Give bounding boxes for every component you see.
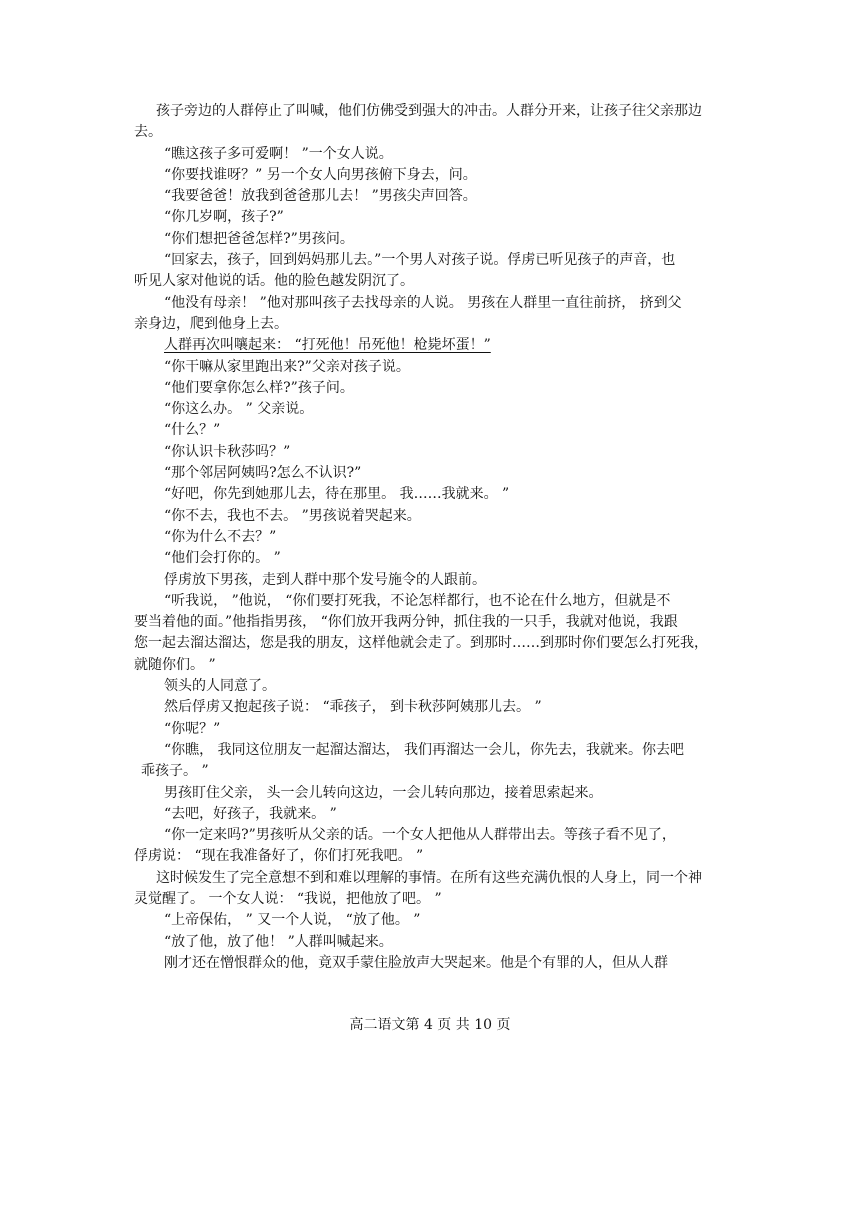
passage-line: [134, 932, 740, 953]
page-footer: 高二语文第 4 页 共 10 页: [349, 1017, 511, 1033]
line-text: “什么？”: [164, 422, 221, 439]
passage-line: [134, 548, 740, 569]
line-text: “瞧这孩子多可爱啊！ ”一个女人说。: [164, 145, 393, 162]
line-text: “好吧，你先到她那儿去，待在那里。 我……我就来。 ”: [164, 486, 510, 503]
line-text: “他没有母亲！ ”他对那叫孩子去找母亲的人说。 男孩在人群里一直往前挤， 挤到父: [164, 294, 682, 311]
line-text: “他们会打你的。 ”: [164, 550, 281, 567]
line-text: 俘虏放下男孩，走到人群中那个发号施令的人跟前。: [164, 571, 486, 588]
line-text: 刚才还在憎恨群众的他，竟双手蒙住脸放声大哭起来。他是个有罪的人，但从人群: [164, 954, 668, 971]
passage-line: [134, 399, 740, 420]
passage-line: [134, 655, 740, 676]
line-text: “你要找谁呀？” 另一个女人向男孩俯下身去，问。: [164, 166, 477, 183]
line-text: 乖孩子。 ”: [141, 763, 209, 780]
line-text: 俘虏说： “现在我准备好了，你们打死我吧。 ”: [134, 848, 424, 865]
passage-line: [134, 207, 740, 228]
line-text: “听我说， ”他说， “你们要打死我，不论怎样都行，也不论在什么地方，但就是不: [164, 592, 671, 609]
line-text: “你这么办。 ” 父亲说。: [164, 401, 314, 418]
passage-line: [134, 484, 740, 505]
line-text: “他们要拿你怎么样?”孩子问。: [164, 379, 354, 396]
line-text: 亲身边，爬到他身上去。: [134, 315, 288, 332]
line-text: “回家去，孩子，回到妈妈那儿去。”一个男人对孩子说。俘虏已听见孩子的声音，也: [164, 252, 676, 269]
passage-line: [134, 122, 740, 143]
passage-line: [134, 293, 740, 314]
line-text: 这时候发生了完全意想不到和难以理解的事情。在所有这些充满仇恨的人身上，同一个神: [156, 869, 702, 886]
passage-line: [134, 165, 740, 186]
passage-line: [134, 783, 740, 804]
passage-line: [134, 846, 740, 867]
passage-line: [134, 825, 740, 846]
passage-line: [134, 697, 740, 718]
line-text: “你不去，我也不去。 ”男孩说着哭起来。: [164, 507, 421, 524]
line-text: 男孩盯住父亲， 头一会儿转向这边，一会儿转向那边，接着思索起来。: [164, 784, 603, 801]
passage-line: [134, 591, 740, 612]
passage-line: [134, 250, 740, 271]
passage-line: [134, 463, 740, 484]
line-text: 孩子旁边的人群停止了叫喊，他们仿佛受到强大的冲击。人群分开来，让孩子往父亲那边: [156, 103, 702, 119]
line-text: “你几岁啊，孩子?”: [164, 209, 284, 226]
passage-line: [134, 506, 740, 527]
passage-line: [134, 570, 740, 591]
passage-line: [134, 144, 740, 165]
passage-line: [134, 357, 740, 378]
line-text: “上帝保佑， ” 又一个人说， “放了他。 ”: [164, 912, 421, 929]
passage-line: [134, 271, 740, 292]
line-text: “放了他，放了他！ ”人群叫喊起来。: [164, 933, 393, 950]
line-text: “你认识卡秋莎吗？”: [164, 443, 291, 460]
passage-line: [134, 101, 740, 122]
passage-line: [134, 314, 740, 335]
passage-line: [134, 229, 740, 250]
line-text: 去。: [134, 124, 162, 141]
passage-body: [134, 101, 740, 974]
line-text: 灵觉醒了。 一个女人说： “我说，把他放了吧。 ”: [134, 890, 442, 907]
line-text: “我要爸爸！放我到爸爸那儿去！ ”男孩尖声回答。: [164, 188, 477, 205]
passage-line: [134, 868, 740, 889]
passage-line: [134, 953, 740, 974]
line-text: 就随你们。 ”: [134, 656, 216, 673]
line-text: “你一定来吗?”男孩听从父亲的话。一个女人把他从人群带出去。等孩子看不见了，: [164, 827, 676, 844]
passage-line: [134, 761, 740, 782]
line-text: 然后俘虏又抱起孩子说： “乖孩子， 到卡秋莎阿姨那儿去。 ”: [164, 699, 542, 716]
passage-line: [134, 889, 740, 910]
line-text: “你干嘛从家里跑出来?”父亲对孩子说。: [164, 358, 410, 375]
underlined-sentence: 人群再次叫嚷起来： “打死他！吊死他！枪毙坏蛋！”: [164, 337, 491, 354]
line-text: 听见人家对他说的话。他的脸色越发阴沉了。: [134, 273, 414, 290]
passage-line: [134, 910, 740, 931]
passage-line: [134, 527, 740, 548]
line-text: “你们想把爸爸怎样?”男孩问。: [164, 230, 354, 247]
passage-line: [134, 633, 740, 654]
line-text: “你呢？”: [164, 720, 221, 737]
line-text: “那个邻居阿姨吗?怎么不认识?”: [164, 465, 362, 482]
line-text: 领头的人同意了。: [164, 678, 276, 695]
line-text: “你瞧， 我同这位朋友一起溜达溜达， 我们再溜达一会儿，你先去，我就来。你去吧: [164, 741, 685, 758]
passage-line: [134, 676, 740, 697]
passage-line: [134, 378, 740, 399]
passage-line: [134, 740, 740, 761]
line-text: “你为什么不去？”: [164, 528, 277, 545]
passage-line: [134, 335, 740, 356]
passage-line: [134, 186, 740, 207]
passage-line: [134, 612, 740, 633]
passage-line: [134, 420, 740, 441]
line-text: “去吧，好孩子，我就来。 ”: [164, 805, 337, 822]
passage-line: [134, 719, 740, 740]
passage-line: [134, 442, 740, 463]
line-text: 要当着他的面。”他指指男孩， “你们放开我两分钟，抓住我的一只手，我就对他说，我跟: [134, 614, 678, 631]
line-text: 您一起去溜达溜达，您是我的朋友，这样他就会走了。到那时……到那时你们要怎么打死我，: [134, 635, 708, 652]
passage-line: [134, 804, 740, 825]
